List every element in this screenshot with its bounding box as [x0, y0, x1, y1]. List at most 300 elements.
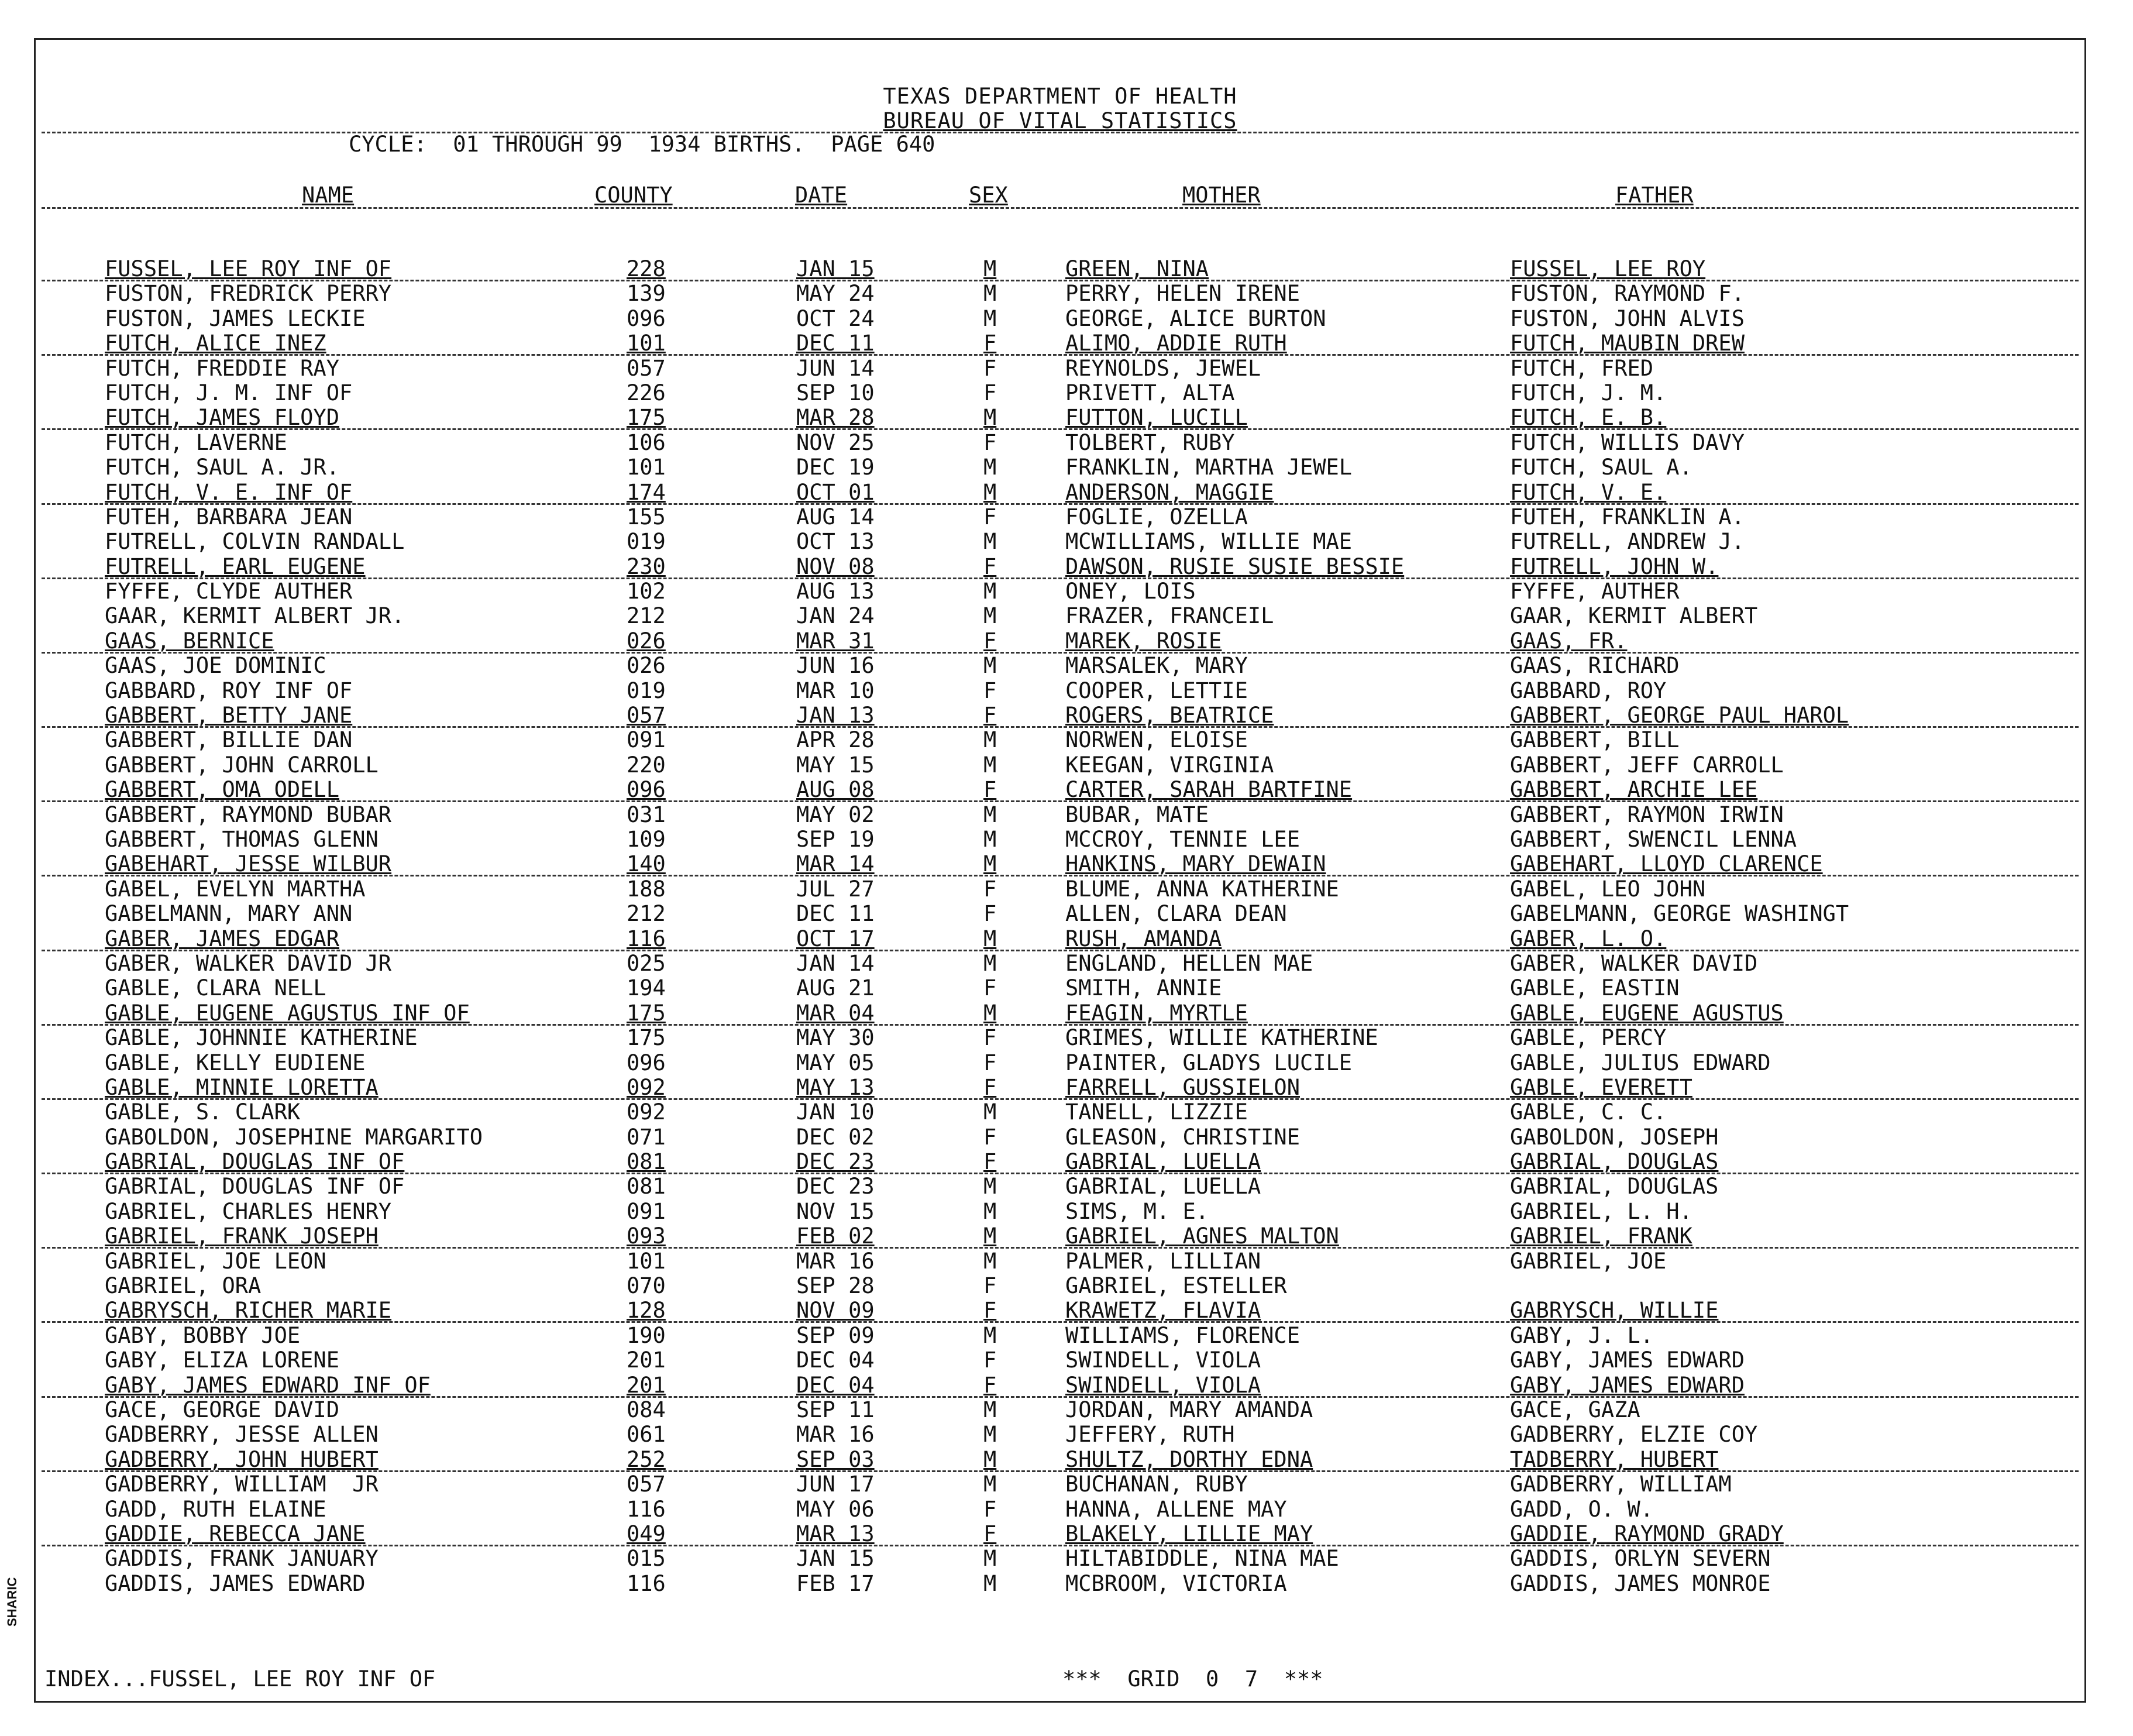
table-row: [36, 1223, 2084, 1248]
cell-father: GABLE, EUGENE AGUSTUS: [1510, 1000, 1784, 1026]
cell-father: GABY, JAMES EDWARD: [1510, 1347, 1745, 1373]
cell-name: GABEL, EVELYN MARTHA: [105, 876, 366, 902]
table-row: [36, 430, 2084, 455]
cell-county: 019: [627, 678, 666, 703]
cell-county: 212: [627, 603, 666, 629]
cell-mother: KRAWETZ, FLAVIA: [1065, 1298, 1261, 1324]
table-row: [36, 306, 2084, 331]
cell-father: GABBERT, ARCHIE LEE: [1510, 777, 1758, 803]
cell-county: 175: [627, 1025, 666, 1051]
cell-county: 057: [627, 703, 666, 728]
cell-mother: MCBROOM, VICTORIA: [1065, 1570, 1287, 1596]
table-row: [36, 603, 2084, 628]
cell-mother: PRIVETT, ALTA: [1065, 380, 1235, 405]
cell-mother: ALIMO, ADDIE RUTH: [1065, 331, 1287, 356]
cell-name: GADBERRY, JESSE ALLEN: [105, 1422, 379, 1448]
cell-county: 081: [627, 1149, 666, 1175]
cell-mother: TANELL, LIZZIE: [1065, 1099, 1248, 1125]
cell-date: MAY 13: [796, 1074, 875, 1100]
cell-county: 139: [627, 281, 666, 307]
cell-name: GADDIE, REBECCA JANE: [105, 1521, 366, 1546]
cell-father: GABEL, LEO JOHN: [1510, 876, 1706, 902]
table-row: [36, 1125, 2084, 1149]
cell-mother: BLUME, ANNA KATHERINE: [1065, 876, 1339, 902]
cell-county: 015: [627, 1546, 666, 1572]
cell-sex: F: [983, 331, 997, 356]
cell-name: FUSTON, FREDRICK PERRY: [105, 281, 392, 307]
document-frame: [34, 38, 2086, 1703]
cell-mother: DAWSON, RUSIE SUSIE BESSIE: [1065, 554, 1405, 579]
cell-date: JAN 14: [796, 950, 875, 976]
cell-name: GABY, BOBBY JOE: [105, 1322, 301, 1348]
table-row: [36, 653, 2084, 678]
cell-father: GADBERRY, WILLIAM: [1510, 1472, 1732, 1497]
cell-mother: CARTER, SARAH BARTFINE: [1065, 777, 1353, 803]
cell-sex: M: [983, 926, 997, 951]
cell-sex: M: [983, 1472, 997, 1497]
cell-date: JUN 14: [796, 355, 875, 381]
cell-father: FUTCH, FRED: [1510, 355, 1654, 381]
cell-sex: F: [983, 1298, 997, 1324]
cell-mother: KEEGAN, VIRGINIA: [1065, 752, 1274, 778]
cell-county: 116: [627, 1496, 666, 1522]
cell-county: 228: [627, 256, 666, 281]
side-label: SHARIC: [5, 1577, 19, 1627]
cell-mother: WILLIAMS, FLORENCE: [1065, 1322, 1300, 1348]
table-row: [36, 727, 2084, 752]
cell-mother: GABRIAL, LUELLA: [1065, 1149, 1261, 1175]
cell-name: FUSSEL, LEE ROY INF OF: [105, 256, 392, 281]
cell-county: 190: [627, 1322, 666, 1348]
table-row: [36, 1422, 2084, 1446]
cell-date: AUG 14: [796, 504, 875, 530]
cell-father: GABRIEL, JOE: [1510, 1248, 1667, 1274]
cell-mother: SWINDELL, VIOLA: [1065, 1347, 1261, 1373]
table-row: [36, 1099, 2084, 1124]
cell-name: GABBERT, RAYMOND BUBAR: [105, 802, 392, 827]
cell-father: FUTCH, J. M.: [1510, 380, 1667, 405]
cell-father: GABBERT, RAYMON IRWIN: [1510, 802, 1784, 827]
cell-date: DEC 11: [796, 331, 875, 356]
cell-date: JAN 13: [796, 703, 875, 728]
cell-mother: MCWILLIAMS, WILLIE MAE: [1065, 529, 1353, 555]
cell-sex: M: [983, 1223, 997, 1249]
cell-county: 155: [627, 504, 666, 530]
cell-name: GABRYSCH, RICHER MARIE: [105, 1298, 392, 1324]
cell-date: AUG 08: [796, 777, 875, 803]
table-row: [36, 1521, 2084, 1546]
cell-name: FUTCH, LAVERNE: [105, 429, 287, 455]
cell-date: MAY 05: [796, 1050, 875, 1075]
cycle-line: CYCLE: 01 THROUGH 99 1934 BIRTHS. PAGE 640: [349, 132, 935, 157]
cell-sex: F: [983, 975, 997, 1001]
cell-date: MAR 28: [796, 405, 875, 431]
cell-name: GABLE, S. CLARK: [105, 1099, 301, 1125]
cell-sex: M: [983, 603, 997, 629]
cell-county: 116: [627, 1570, 666, 1596]
cell-date: DEC 19: [796, 455, 875, 480]
table-row: [36, 975, 2084, 1000]
cell-father: FUSSEL, LEE ROY: [1510, 256, 1706, 281]
cell-county: 102: [627, 579, 666, 604]
cell-sex: M: [983, 256, 997, 281]
cell-county: 071: [627, 1124, 666, 1150]
cell-name: GABELMANN, MARY ANN: [105, 901, 353, 927]
table-row: [36, 480, 2084, 504]
cell-date: OCT 24: [796, 305, 875, 331]
cell-sex: F: [983, 777, 997, 803]
table-row: [36, 951, 2084, 975]
cell-name: GADBERRY, JOHN HUBERT: [105, 1446, 379, 1472]
table-row: [36, 703, 2084, 727]
cell-mother: TOLBERT, RUBY: [1065, 429, 1235, 455]
cell-mother: NORWEN, ELOISE: [1065, 727, 1248, 753]
cell-county: 096: [627, 777, 666, 803]
cell-name: FUTCH, ALICE INEZ: [105, 331, 326, 356]
cell-mother: RUSH, AMANDA: [1065, 926, 1222, 951]
cell-county: 201: [627, 1372, 666, 1398]
cell-father: GADDIS, ORLYN SEVERN: [1510, 1546, 1771, 1572]
cell-sex: F: [983, 1050, 997, 1075]
cell-name: GAAR, KERMIT ALBERT JR.: [105, 603, 405, 629]
table-row: [36, 1075, 2084, 1099]
cell-mother: SIMS, M. E.: [1065, 1198, 1209, 1224]
cell-sex: M: [983, 727, 997, 753]
cell-date: NOV 15: [796, 1198, 875, 1224]
cell-name: GABBERT, THOMAS GLENN: [105, 826, 379, 852]
cell-father: TADBERRY, HUBERT: [1510, 1446, 1719, 1472]
cell-date: MAY 24: [796, 281, 875, 307]
cell-sex: M: [983, 851, 997, 877]
cell-county: 091: [627, 1198, 666, 1224]
cell-father: FUTRELL, JOHN W.: [1510, 554, 1719, 579]
table-row: [36, 504, 2084, 529]
cell-date: MAY 02: [796, 802, 875, 827]
table-row: [36, 554, 2084, 579]
column-header-name: NAME: [302, 183, 355, 208]
cell-county: 057: [627, 355, 666, 381]
cell-name: GABLE, EUGENE AGUSTUS INF OF: [105, 1000, 470, 1026]
cell-date: JUN 17: [796, 1472, 875, 1497]
cell-name: GAAS, JOE DOMINIC: [105, 653, 326, 679]
table-row: [36, 455, 2084, 479]
cell-county: 220: [627, 752, 666, 778]
divider: [42, 207, 2079, 209]
cell-name: GABEHART, JESSE WILBUR: [105, 851, 392, 877]
cell-date: JUN 16: [796, 653, 875, 679]
table-row: [36, 1546, 2084, 1570]
cell-mother: ENGLAND, HELLEN MAE: [1065, 950, 1313, 976]
column-header-sex: SEX: [969, 183, 1008, 208]
cell-mother: ALLEN, CLARA DEAN: [1065, 901, 1287, 927]
cell-mother: GABRIAL, LUELLA: [1065, 1174, 1261, 1199]
cell-county: 230: [627, 554, 666, 579]
cell-name: GABER, JAMES EDGAR: [105, 926, 339, 951]
cell-sex: F: [983, 901, 997, 927]
table-row: [36, 356, 2084, 380]
cell-sex: F: [983, 1124, 997, 1150]
cell-name: GABBERT, BILLIE DAN: [105, 727, 353, 753]
cell-county: 092: [627, 1099, 666, 1125]
cell-name: GABRIAL, DOUGLAS INF OF: [105, 1149, 405, 1175]
cell-sex: M: [983, 1174, 997, 1199]
cell-date: JAN 10: [796, 1099, 875, 1125]
cell-mother: MAREK, ROSIE: [1065, 628, 1222, 654]
table-row: [36, 529, 2084, 554]
cell-date: NOV 09: [796, 1298, 875, 1324]
cell-father: GADDIS, JAMES MONROE: [1510, 1570, 1771, 1596]
cell-mother: FARRELL, GUSSIELON: [1065, 1074, 1300, 1100]
cell-father: GABLE, PERCY: [1510, 1025, 1667, 1051]
cell-mother: HANKINS, MARY DEWAIN: [1065, 851, 1326, 877]
cell-mother: FRANKLIN, MARTHA JEWEL: [1065, 455, 1353, 480]
cell-father: FUTCH, E. B.: [1510, 405, 1667, 431]
cell-father: GABBERT, BILL: [1510, 727, 1680, 753]
cell-date: AUG 13: [796, 579, 875, 604]
cell-county: 201: [627, 1347, 666, 1373]
table-row: [36, 1273, 2084, 1298]
cell-father: GABBERT, GEORGE PAUL HAROL: [1510, 703, 1849, 728]
cell-date: FEB 02: [796, 1223, 875, 1249]
cell-county: 031: [627, 802, 666, 827]
cell-name: FUTRELL, EARL EUGENE: [105, 554, 366, 579]
table-row: [36, 1149, 2084, 1174]
table-row: [36, 628, 2084, 653]
cell-mother: FEAGIN, MYRTLE: [1065, 1000, 1248, 1026]
table-row: [36, 1050, 2084, 1075]
cell-name: GABBERT, BETTY JANE: [105, 703, 353, 728]
cell-date: DEC 04: [796, 1347, 875, 1373]
table-row: [36, 256, 2084, 281]
table-row: [36, 926, 2084, 951]
cell-mother: ONEY, LOIS: [1065, 579, 1196, 604]
cell-date: SEP 10: [796, 380, 875, 405]
cell-date: MAY 06: [796, 1496, 875, 1522]
cell-sex: F: [983, 703, 997, 728]
cell-county: 084: [627, 1397, 666, 1422]
table-row: [36, 1025, 2084, 1050]
cell-date: DEC 23: [796, 1149, 875, 1175]
cell-sex: M: [983, 1446, 997, 1472]
cell-father: GABRIEL, FRANK: [1510, 1223, 1692, 1249]
cell-county: 188: [627, 876, 666, 902]
divider: [42, 132, 2079, 133]
cell-sex: M: [983, 1422, 997, 1448]
cell-sex: F: [983, 1074, 997, 1100]
cell-father: GABRIAL, DOUGLAS: [1510, 1149, 1719, 1175]
cell-sex: F: [983, 554, 997, 579]
cell-father: GACE, GAZA: [1510, 1397, 1640, 1422]
cell-county: 070: [627, 1273, 666, 1299]
cell-county: 025: [627, 950, 666, 976]
cell-name: GADDIS, FRANK JANUARY: [105, 1546, 379, 1572]
cell-county: 140: [627, 851, 666, 877]
cell-father: GAAS, RICHARD: [1510, 653, 1680, 679]
cell-date: NOV 25: [796, 429, 875, 455]
table-row: [36, 827, 2084, 851]
table-row: [36, 678, 2084, 703]
cell-name: FUTEH, BARBARA JEAN: [105, 504, 353, 530]
header-agency: TEXAS DEPARTMENT OF HEALTH: [883, 84, 1237, 109]
column-header-county: COUNTY: [594, 183, 673, 208]
cell-mother: FRAZER, FRANCEIL: [1065, 603, 1274, 629]
table-row: [36, 802, 2084, 827]
cell-mother: JORDAN, MARY AMANDA: [1065, 1397, 1313, 1422]
cell-sex: F: [983, 1149, 997, 1175]
cell-date: AUG 21: [796, 975, 875, 1001]
cell-name: GABLE, CLARA NELL: [105, 975, 326, 1001]
cell-father: FUTCH, WILLIS DAVY: [1510, 429, 1745, 455]
cell-date: FEB 17: [796, 1570, 875, 1596]
cell-county: 026: [627, 653, 666, 679]
cell-mother: ROGERS, BEATRICE: [1065, 703, 1274, 728]
cell-name: GABER, WALKER DAVID JR: [105, 950, 392, 976]
cell-name: GABLE, KELLY EUDIENE: [105, 1050, 366, 1075]
cell-county: 106: [627, 429, 666, 455]
cell-sex: M: [983, 950, 997, 976]
cell-name: GABLE, MINNIE LORETTA: [105, 1074, 379, 1100]
table-row: [36, 901, 2084, 926]
cell-mother: MARSALEK, MARY: [1065, 653, 1248, 679]
cell-date: JAN 15: [796, 256, 875, 281]
footer-index: INDEX...FUSSEL, LEE ROY INF OF: [44, 1666, 436, 1692]
cell-mother: HANNA, ALLENE MAY: [1065, 1496, 1287, 1522]
cell-sex: M: [983, 1397, 997, 1422]
header-bureau: BUREAU OF VITAL STATISTICS: [883, 108, 1237, 133]
cell-mother: PALMER, LILLIAN: [1065, 1248, 1261, 1274]
table-row: [36, 281, 2084, 305]
cell-date: DEC 11: [796, 901, 875, 927]
table-row: [36, 876, 2084, 901]
cell-county: 101: [627, 331, 666, 356]
cell-sex: F: [983, 1496, 997, 1522]
cell-mother: HILTABIDDLE, NINA MAE: [1065, 1546, 1339, 1572]
cell-name: FUTRELL, COLVIN RANDALL: [105, 529, 405, 555]
cell-mother: JEFFERY, RUTH: [1065, 1422, 1235, 1448]
cell-date: OCT 17: [796, 926, 875, 951]
cell-sex: M: [983, 1322, 997, 1348]
cell-mother: SMITH, ANNIE: [1065, 975, 1222, 1001]
cell-mother: COOPER, LETTIE: [1065, 678, 1248, 703]
cell-mother: REYNOLDS, JEWEL: [1065, 355, 1261, 381]
cell-date: SEP 11: [796, 1397, 875, 1422]
cell-date: MAR 10: [796, 678, 875, 703]
cell-date: JAN 24: [796, 603, 875, 629]
cell-father: FYFFE, AUTHER: [1510, 579, 1680, 604]
cell-sex: F: [983, 429, 997, 455]
cell-father: FUTCH, SAUL A.: [1510, 455, 1692, 480]
cell-county: 092: [627, 1074, 666, 1100]
table-row: [36, 579, 2084, 603]
cell-county: 093: [627, 1223, 666, 1249]
cell-name: FUSTON, JAMES LECKIE: [105, 305, 366, 331]
cell-name: GABY, ELIZA LORENE: [105, 1347, 339, 1373]
cell-date: DEC 23: [796, 1174, 875, 1199]
cell-sex: M: [983, 653, 997, 679]
cell-county: 226: [627, 380, 666, 405]
cell-date: DEC 04: [796, 1372, 875, 1398]
cell-county: 101: [627, 455, 666, 480]
cell-father: GABOLDON, JOSEPH: [1510, 1124, 1719, 1150]
cell-father: FUTCH, MAUBIN DREW: [1510, 331, 1745, 356]
cell-name: GABLE, JOHNNIE KATHERINE: [105, 1025, 418, 1051]
cell-father: GABLE, JULIUS EDWARD: [1510, 1050, 1771, 1075]
cell-sex: M: [983, 826, 997, 852]
cell-county: 096: [627, 1050, 666, 1075]
table-row: [36, 1249, 2084, 1273]
cell-name: GADD, RUTH ELAINE: [105, 1496, 326, 1522]
cell-father: GABRIAL, DOUGLAS: [1510, 1174, 1719, 1199]
cell-father: GADDIE, RAYMOND GRADY: [1510, 1521, 1784, 1546]
table-row: [36, 777, 2084, 802]
cell-father: GABY, J. L.: [1510, 1322, 1654, 1348]
cell-county: 175: [627, 1000, 666, 1026]
table-row: [36, 1571, 2084, 1596]
cell-father: GABLE, C. C.: [1510, 1099, 1667, 1125]
cell-date: SEP 19: [796, 826, 875, 852]
cell-father: GABRIEL, L. H.: [1510, 1198, 1692, 1224]
cell-father: GABER, WALKER DAVID: [1510, 950, 1758, 976]
cell-county: 252: [627, 1446, 666, 1472]
cell-mother: MCCROY, TENNIE LEE: [1065, 826, 1300, 852]
cell-county: 175: [627, 405, 666, 431]
cell-date: APR 28: [796, 727, 875, 753]
cell-sex: F: [983, 504, 997, 530]
cell-sex: M: [983, 1546, 997, 1572]
cell-sex: M: [983, 1248, 997, 1274]
cell-mother: SWINDELL, VIOLA: [1065, 1372, 1261, 1398]
cell-date: MAR 31: [796, 628, 875, 654]
cell-name: GABRIAL, DOUGLAS INF OF: [105, 1174, 405, 1199]
cell-mother: ANDERSON, MAGGIE: [1065, 479, 1274, 505]
cell-sex: M: [983, 802, 997, 827]
column-header-father: FATHER: [1615, 183, 1694, 208]
cell-sex: M: [983, 281, 997, 307]
cell-father: GABELMANN, GEORGE WASHINGT: [1510, 901, 1849, 927]
cell-county: 194: [627, 975, 666, 1001]
cell-name: GABRIEL, ORA: [105, 1273, 262, 1299]
cell-mother: GLEASON, CHRISTINE: [1065, 1124, 1300, 1150]
cell-mother: GABRIEL, AGNES MALTON: [1065, 1223, 1339, 1249]
table-row: [36, 1472, 2084, 1496]
cell-sex: M: [983, 1570, 997, 1596]
table-row: [36, 1347, 2084, 1372]
cell-county: 128: [627, 1298, 666, 1324]
cell-mother: GABRIEL, ESTELLER: [1065, 1273, 1287, 1299]
cell-mother: GREEN, NINA: [1065, 256, 1209, 281]
cell-date: MAR 14: [796, 851, 875, 877]
cell-county: 091: [627, 727, 666, 753]
cell-sex: F: [983, 876, 997, 902]
cell-name: GABBERT, OMA ODELL: [105, 777, 339, 803]
table-row: [36, 1174, 2084, 1198]
cell-name: GABOLDON, JOSEPHINE MARGARITO: [105, 1124, 483, 1150]
cell-name: GABRIEL, FRANK JOSEPH: [105, 1223, 379, 1249]
cell-sex: F: [983, 1372, 997, 1398]
table-row: [36, 331, 2084, 355]
cell-sex: F: [983, 355, 997, 381]
table-row: [36, 1001, 2084, 1025]
cell-father: GABER, L. O.: [1510, 926, 1667, 951]
cell-sex: F: [983, 628, 997, 654]
cell-date: MAY 15: [796, 752, 875, 778]
cell-mother: PERRY, HELEN IRENE: [1065, 281, 1300, 307]
cell-name: FUTCH, FREDDIE RAY: [105, 355, 339, 381]
table-row: [36, 1323, 2084, 1347]
cell-mother: FUTTON, LUCILL: [1065, 405, 1248, 431]
column-header-mother: MOTHER: [1182, 183, 1261, 208]
cell-father: GADD, O. W.: [1510, 1496, 1654, 1522]
